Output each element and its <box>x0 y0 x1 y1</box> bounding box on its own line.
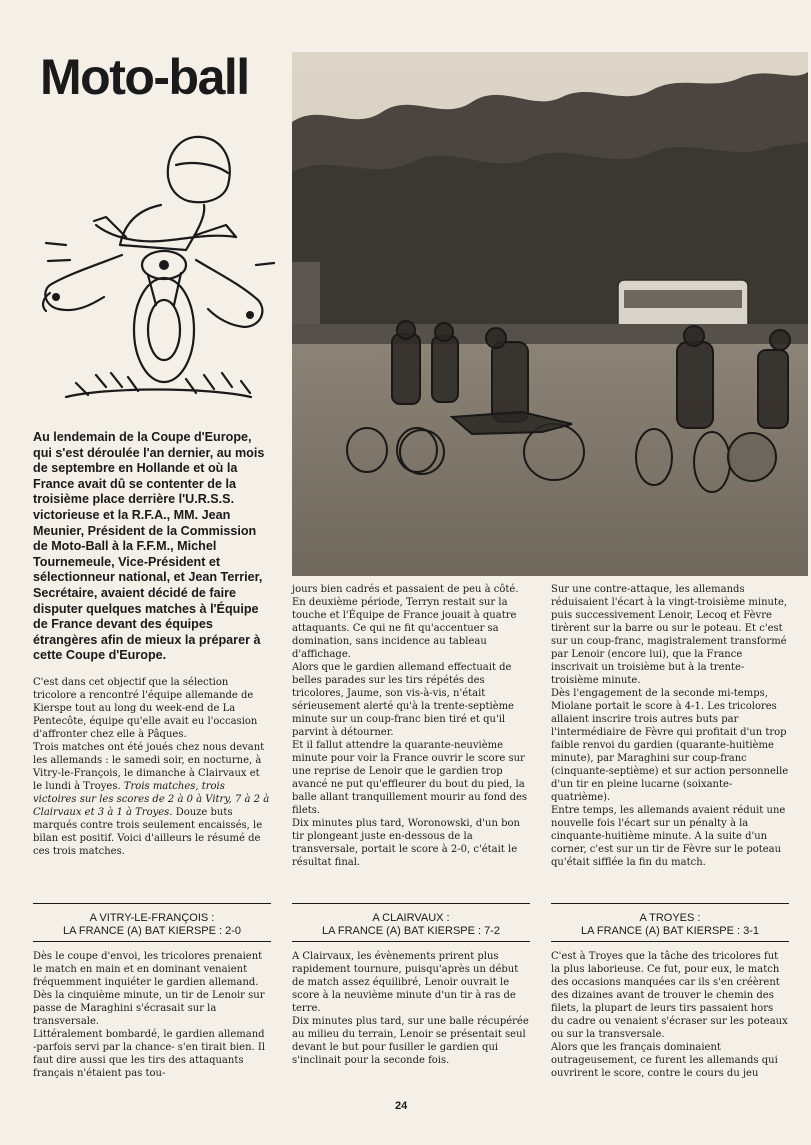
body-paragraph: jours bien cadrés et passaient de peu à côté. En deuxième période, Terryn restait sur la touche et l'Équipe de France jouait à quatre attaquants. Ce qui ne fit qu'accentuer sa domination, sans incidence au tableau d'affichage. <box>292 584 519 660</box>
section-rule <box>292 941 530 942</box>
body-paragraph: Dix minutes plus tard, Woronowski, d'un bon tir plongeant juste en-dessous de la transversale, portait le score à 2-0, c'était le résultat final. <box>292 818 520 868</box>
column-1-intro <box>33 676 271 858</box>
body-paragraph: Trois matches ont été joués chez nous devant les allemands : le samedi soir, en nocturne, à Vitry-le-François, le dimanche à Clairvaux et le lundi à Troyes. Trois matches, trois victoires sur les scores de 2 à 0 à Vitry, 7 à 2 à Clairvaux et 3 à 1 à Troyes. Douze buts marqués contre trois seulement encaissés, le bilan est positif. Voici d'ailleurs le résumé de ces trois matches. <box>33 742 270 857</box>
section-heading-troyes: A TROYES : LA FRANCE (A) BAT KIERSPE : 3-1 <box>551 903 789 938</box>
section-rule <box>33 941 271 942</box>
column-3-clairvaux-continued <box>551 583 789 869</box>
body-paragraph: Dix minutes plus tard, sur une balle récupérée au milieu du terrain, Lenoir se présentait seul devant le but pour fusiller le gardien qui s'inclinait pour la seconde fois. <box>292 1016 529 1066</box>
body-paragraph: Dès l'engagement de la seconde mi-temps, Miolane portait le score à 4-1. Les tricolores allaient inscrire trois autres buts par l'intermédiaire de Fèvre qui profitait d'un trop faible renvoi du gardien (quarante-huitième minute), par Maraghini sur coup-franc (cinquante-septième) et sur action personnelle d'un tir en pleine lucarne (soixante-quatrième). <box>551 688 789 803</box>
section-heading-clairvaux: A CLAIRVAUX : LA FRANCE (A) BAT KIERSPE : 7-2 <box>292 903 530 938</box>
body-paragraph: Et il fallut attendre la quarante-neuvième minute pour voir la France ouvrir le score sur une reprise de Lenoir que le gardien trop avancé ne put qu'effleurer du bout du pied, la balle allant tranquillement mourir au fond des filets. <box>292 740 528 816</box>
body-paragraph: C'est dans cet objectif que la sélection tricolore a rencontré l'équipe allemande de Kierspe tout au long du week-end de La Pentecôte, équipe qu'elle avait eu l'occasion d'affronter chez elle à Pâques. <box>33 677 258 740</box>
moto-rider-cartoon <box>36 125 276 415</box>
body-paragraph: Sur une contre-attaque, les allemands réduisaient l'écart à la vingt-troisième minute, puis successivement Lenoir, Lecoq et Fèvre tirèrent sur la barre ou sur le poteau. Et c'est sur un coup-franc, magistralement transformé par Lenoir (encore lui), que la France inscrivait un troisième but à la trente-troisième minute. <box>551 584 788 686</box>
body-paragraph: A Clairvaux, les évènements prirent plus rapidement tournure, puisqu'après un début de match assez équilibré, Lenoir ouvrait le score à la neuvième minute d'un tir à ras de terre. <box>292 951 519 1014</box>
column-2-vitry-continued <box>292 583 530 869</box>
body-paragraph: Littéralement bombardé, le gardien allemand -parfois servi par la chance- s'en tirait bien. Il faut dire aussi que les tirs des attaquants français n'étaient pas tou- <box>33 1029 266 1079</box>
body-paragraph: Entre temps, les allemands avaient réduit une nouvelle fois l'écart sur un pénalty à la cinquante-huitième minute. A la suite d'un corner, c'est sur un tir de Fèvre sur le poteau qu'était sifflée la fin du match. <box>551 805 786 868</box>
article-lede: Au lendemain de la Coupe d'Europe, qui s'est déroulée l'an dernier, au mois de septembre en Hollande et où la France avait dû se contenter de la troisième place derrière l'U.R.S.S. victorieuse et la R.F.A., MM. Jean Meunier, Président de la Commission de Moto-Ball à la F.F.M., Michel Tournemeule, Vice-Président et sélectionneur national, et Jean Terrier, Secrétaire, avaient décidé de faire disputer quelques matches à l'Équipe de France devant des équipes étrangères afin de mieux la préparer à cette Coupe d'Europe. <box>33 430 265 663</box>
section-body-clairvaux <box>292 950 530 1067</box>
section-heading-vitry: A VITRY-LE-FRANÇOIS : LA FRANCE (A) BAT KIERSPE : 2-0 <box>33 903 271 938</box>
body-paragraph: Alors que les français dominaient outrageusement, ce furent les allemands qui ouvrirent le score, contre le cours du jeu <box>551 1042 778 1079</box>
section-body-vitry <box>33 950 271 1080</box>
section-body-troyes <box>551 950 789 1080</box>
body-paragraph: Alors que le gardien allemand effectuait de belles parades sur les tirs répétés des tricolores, Jaume, son vis-à-vis, n'était sérieusement alerté qu'à la trente-septième minute sur un coup-franc bien tiré et qu'il parvint à détourner. <box>292 662 514 738</box>
article-title: Moto-ball <box>40 49 249 105</box>
body-paragraph: Dès le coupe d'envoi, les tricolores prenaient le match en main et en dominant venaient fréquemment inquiéter le gardien allemand. Dès la cinquième minute, un tir de Lenoir sur passe de Maraghini s'écrasait sur la transversale. <box>33 951 265 1027</box>
section-rule <box>551 941 789 942</box>
match-photo <box>292 52 808 576</box>
page-number: 24 <box>395 1100 408 1112</box>
body-paragraph: C'est à Troyes que la tâche des tricolores fut la plus laborieuse. Ce fut, pour eux, le match des occasions manquées car ils s'en créèrent des dizaines avant de trouver le chemin des filets, la plupart de leurs tirs passaient hors du cadre ou venaient s'écraser sur les poteaux ou sur la transversale. <box>551 951 788 1040</box>
